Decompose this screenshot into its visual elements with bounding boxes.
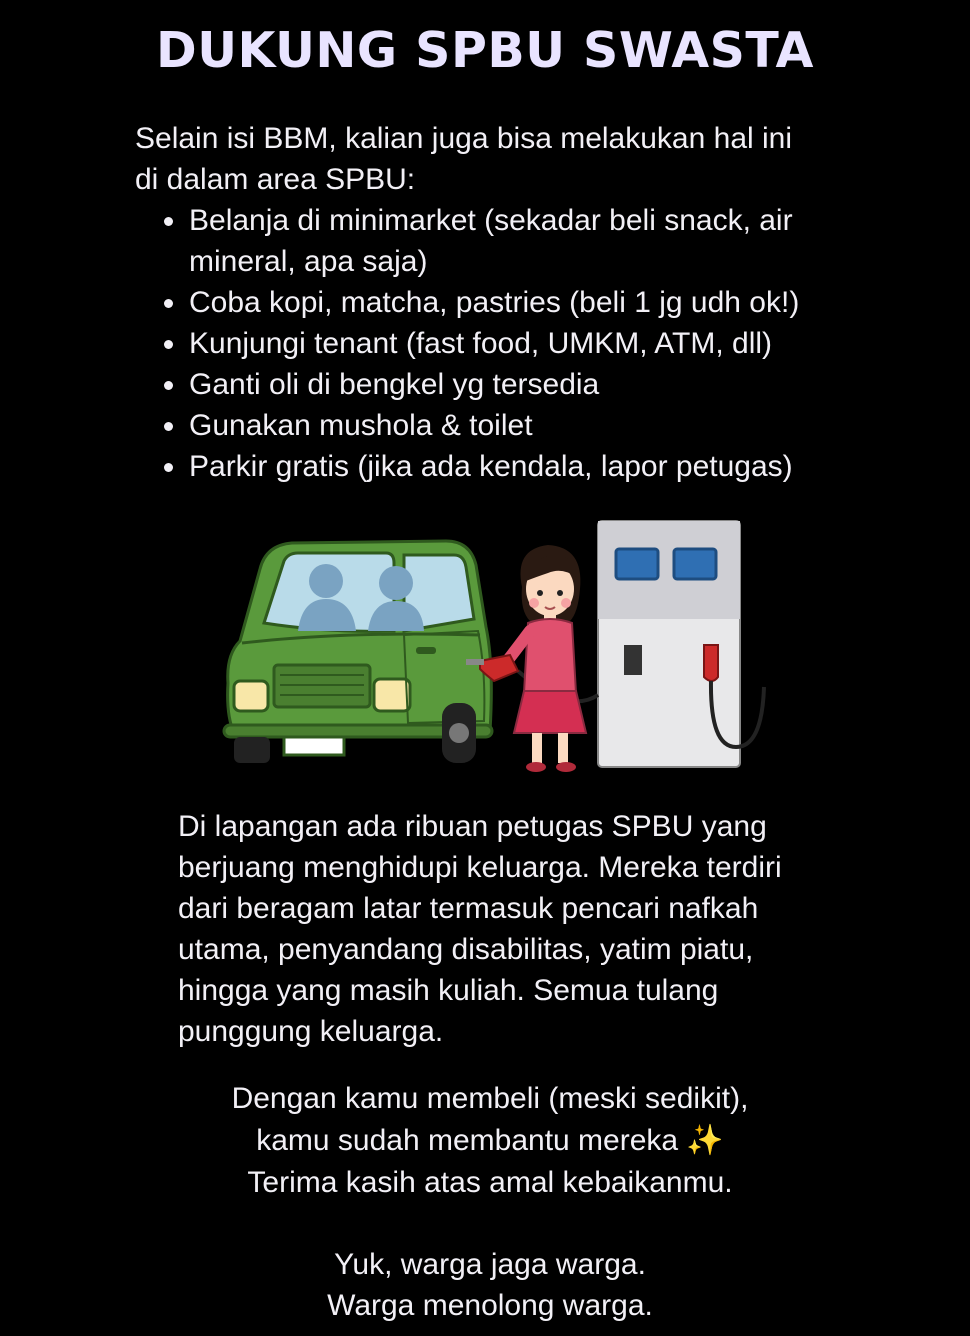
bullet-dot-icon — [164, 217, 173, 226]
bullet-dot-icon — [164, 463, 173, 472]
slogan: Yuk, warga jaga warga. Warga menolong warga. — [327, 1248, 653, 1322]
workers-paragraph: Di lapangan ada ribuan petugas SPBU yang berjuang menghidupi keluarga. Mereka terdiri dari beragam latar termasuk pencari nafkah utama, penyandang disabilitas, yatim piatu, hingga yang masih kuliah. Semua tulang punggung keluarga. — [178, 810, 782, 1048]
intro-text — [135, 118, 835, 200]
bullet-dot-icon — [164, 299, 173, 308]
sparkles-icon: ✨ — [686, 1124, 724, 1157]
car-icon — [224, 541, 492, 763]
list-item: Coba kopi, matcha, pastries (beli 1 jg udh ok!) — [162, 282, 842, 323]
intro-line-2: di dalam area SPBU: — [135, 163, 416, 196]
bullet-dot-icon — [164, 422, 173, 431]
intro-line-1: Selain isi BBM, kalian juga bisa melakukan hal ini — [135, 122, 793, 155]
bullet-dot-icon — [164, 340, 173, 349]
page-title: DUKUNG SPBU SWASTA — [156, 22, 814, 79]
list-item: Gunakan mushola & toilet — [162, 405, 842, 446]
list-item: Kunjungi tenant (fast food, UMKM, ATM, dll) — [162, 323, 842, 364]
bullet-dot-icon — [164, 381, 173, 390]
refueling-illustration — [218, 515, 778, 777]
list-item: Ganti oli di bengkel yg tersedia — [162, 364, 842, 405]
closing-message: Dengan kamu membeli (meski sedikit), kamu sudah membantu mereka ✨ Terima kasih atas amal kebaikanmu. — [231, 1082, 749, 1199]
list-item: Belanja di minimarket (sekadar beli snack, air mineral, apa saja) — [162, 200, 842, 282]
list-item: Parkir gratis (jika ada kendala, lapor petugas) — [162, 446, 842, 487]
fuel-pump-icon — [598, 521, 764, 767]
activity-list — [162, 200, 842, 487]
